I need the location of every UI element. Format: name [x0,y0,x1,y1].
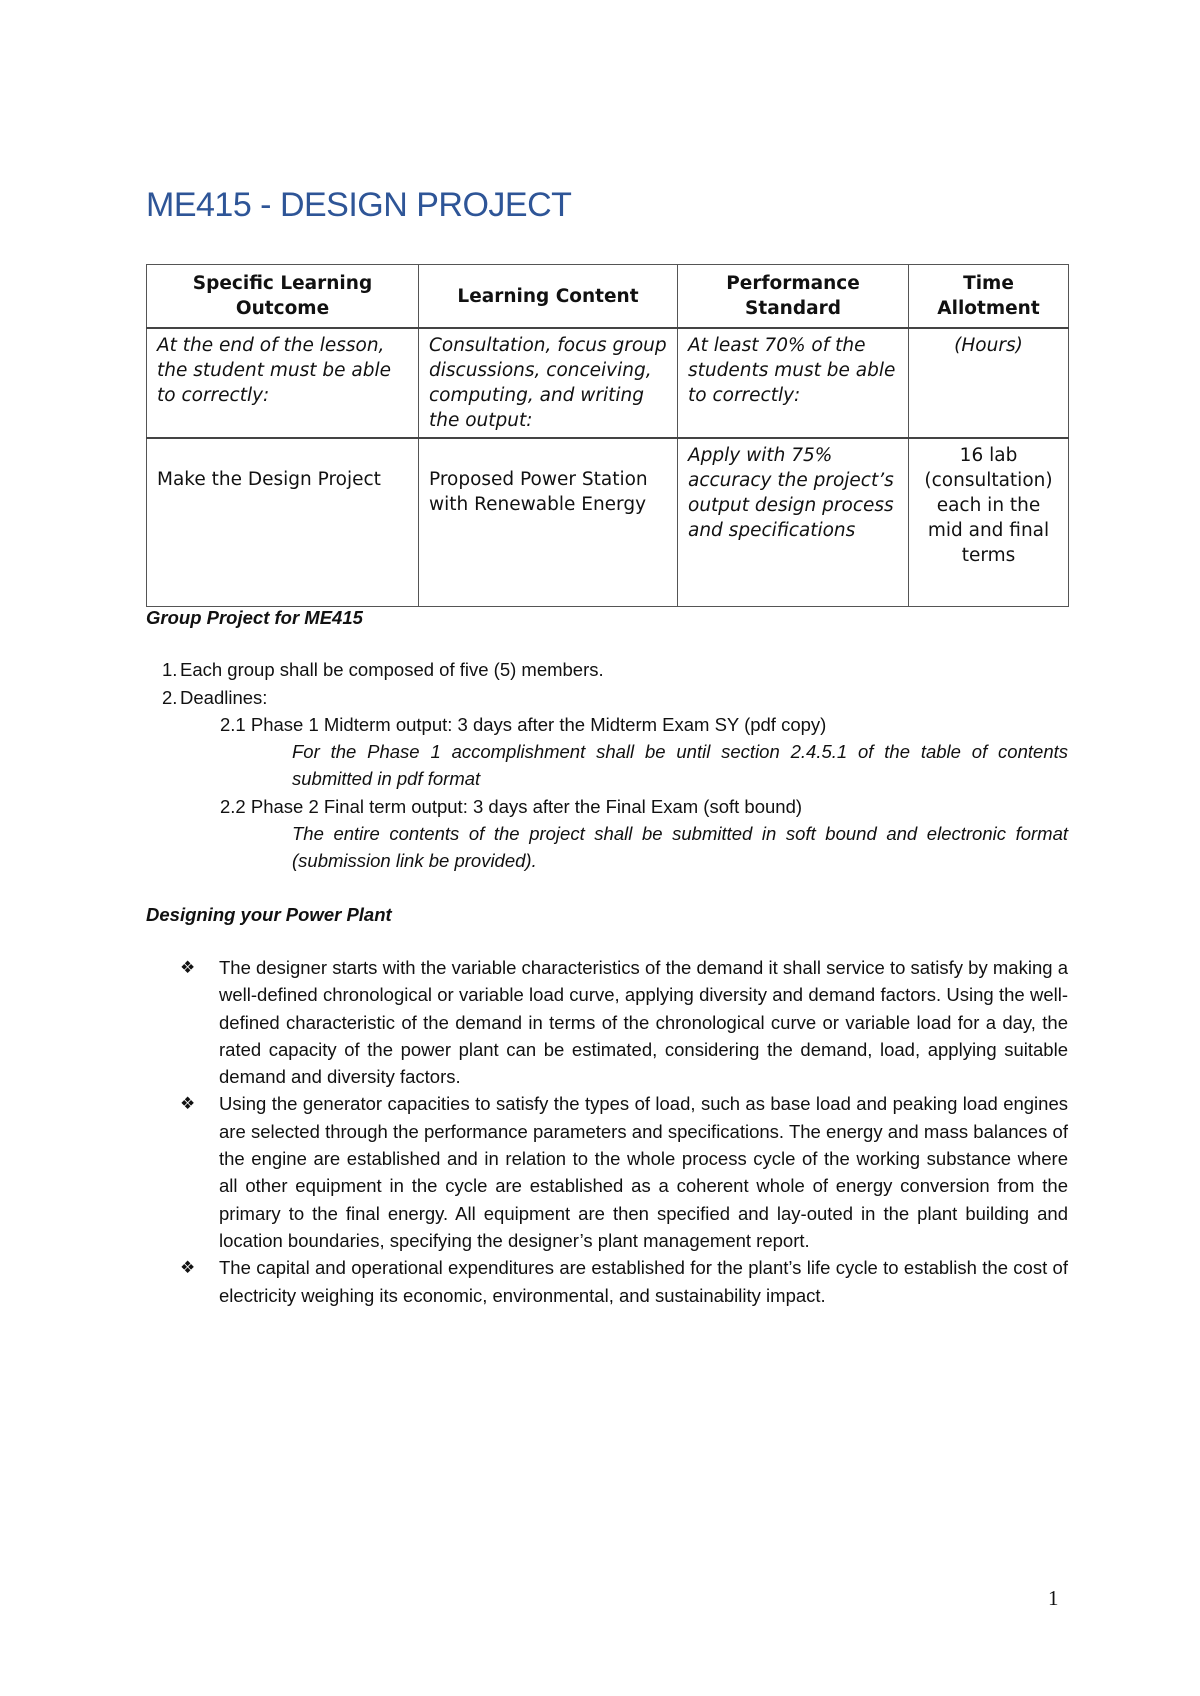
page-number: 1 [1048,1586,1059,1610]
table-cell: 16 lab (consultation) each in the mid and final terms [909,438,1069,607]
list-item-text: Deadlines: [180,686,268,708]
document-body [146,604,1068,1309]
table-cell: Proposed Power Station with Renewable Energy [419,438,678,607]
list-item [146,954,1068,1090]
bullet-text: Using the generator capacities to satisfy the types of load, such as base load and peaking load engines are selected through the performance parameters and specifications. The energy and mass balances of the engine are established and in relation to the whole process cycle of the working substance where all other equipment in the cycle are established as a coherent whole of energy conversion from the primary to the final energy. All equipment are then specified and lay-outed in the plant building and location boundaries, specifying the designer’s plant management report. [219,1093,1068,1251]
diamond-bullet-icon: ❖ [180,1094,196,1114]
bullet-text: The capital and operational expenditures are established for the plant’s life cycle to establish the cost of electricity weighing its economic, environmental, and sustainability impact. [219,1257,1068,1306]
list-number: 1. [162,659,178,681]
table-header-row [147,265,1069,329]
header-specific-learning-outcome: Specific Learning Outcome [147,265,419,329]
deadline-phase-2: 2.2 Phase 2 Final term output: 3 days after the Final Exam (soft bound) [220,795,803,817]
list-number: 2. [162,686,178,708]
header-time-allotment: Time Allotment [909,265,1069,329]
list-item [162,684,1068,711]
list-item [146,1090,1068,1254]
designing-heading: Designing your Power Plant [146,903,392,925]
diamond-bullet-icon: ❖ [180,1258,196,1278]
table-cell: (Hours) [909,328,1069,438]
header-learning-content: Learning Content [419,265,678,329]
table-row [147,438,1069,607]
header-performance-standard: Performance Standard [678,265,909,329]
list-item-text: Each group shall be composed of five (5) members. [180,659,604,681]
list-item [146,1254,1068,1309]
designing-bullets [146,954,1068,1309]
table-row [147,328,1069,438]
diamond-bullet-icon: ❖ [180,957,196,977]
group-project-list [146,656,1068,874]
table-cell: Consultation, focus group discussions, conceiving, computing, and writing the output: [419,328,678,438]
page-title: ME415 - DESIGN PROJECT [146,186,572,224]
table-cell: At the end of the lesson, the student must be able to correctly: [147,328,419,438]
table-cell: At least 70% of the students must be able to correctly: [678,328,909,438]
table-cell: Apply with 75% accuracy the project’s output design process and specifications [678,438,909,607]
deadline-phase-1-note: For the Phase 1 accomplishment shall be until section 2.4.5.1 of the table of contents submitted in pdf format [292,741,1068,790]
table-cell: Make the Design Project [147,438,419,607]
bullet-text: The designer starts with the variable characteristics of the demand it shall service to satisfy by making a well-defined chronological or variable load curve, applying diversity and demand factors. Using the well-defined characteristic of the demand in terms of the chronological curve or variable load for a day, the rated capacity of the power plant can be estimated, considering the demand, load, applying suitable demand and diversity factors. [219,956,1068,1088]
deadline-phase-2-note: The entire contents of the project shall be submitted in soft bound and electronic format (submission link be provided). [292,823,1068,872]
deadline-phase-1: 2.1 Phase 1 Midterm output: 3 days after the Midterm Exam SY (pdf copy) [220,713,827,735]
learning-outcomes-table [146,264,1069,607]
list-item [162,656,1068,683]
group-project-heading: Group Project for ME415 [146,607,363,628]
